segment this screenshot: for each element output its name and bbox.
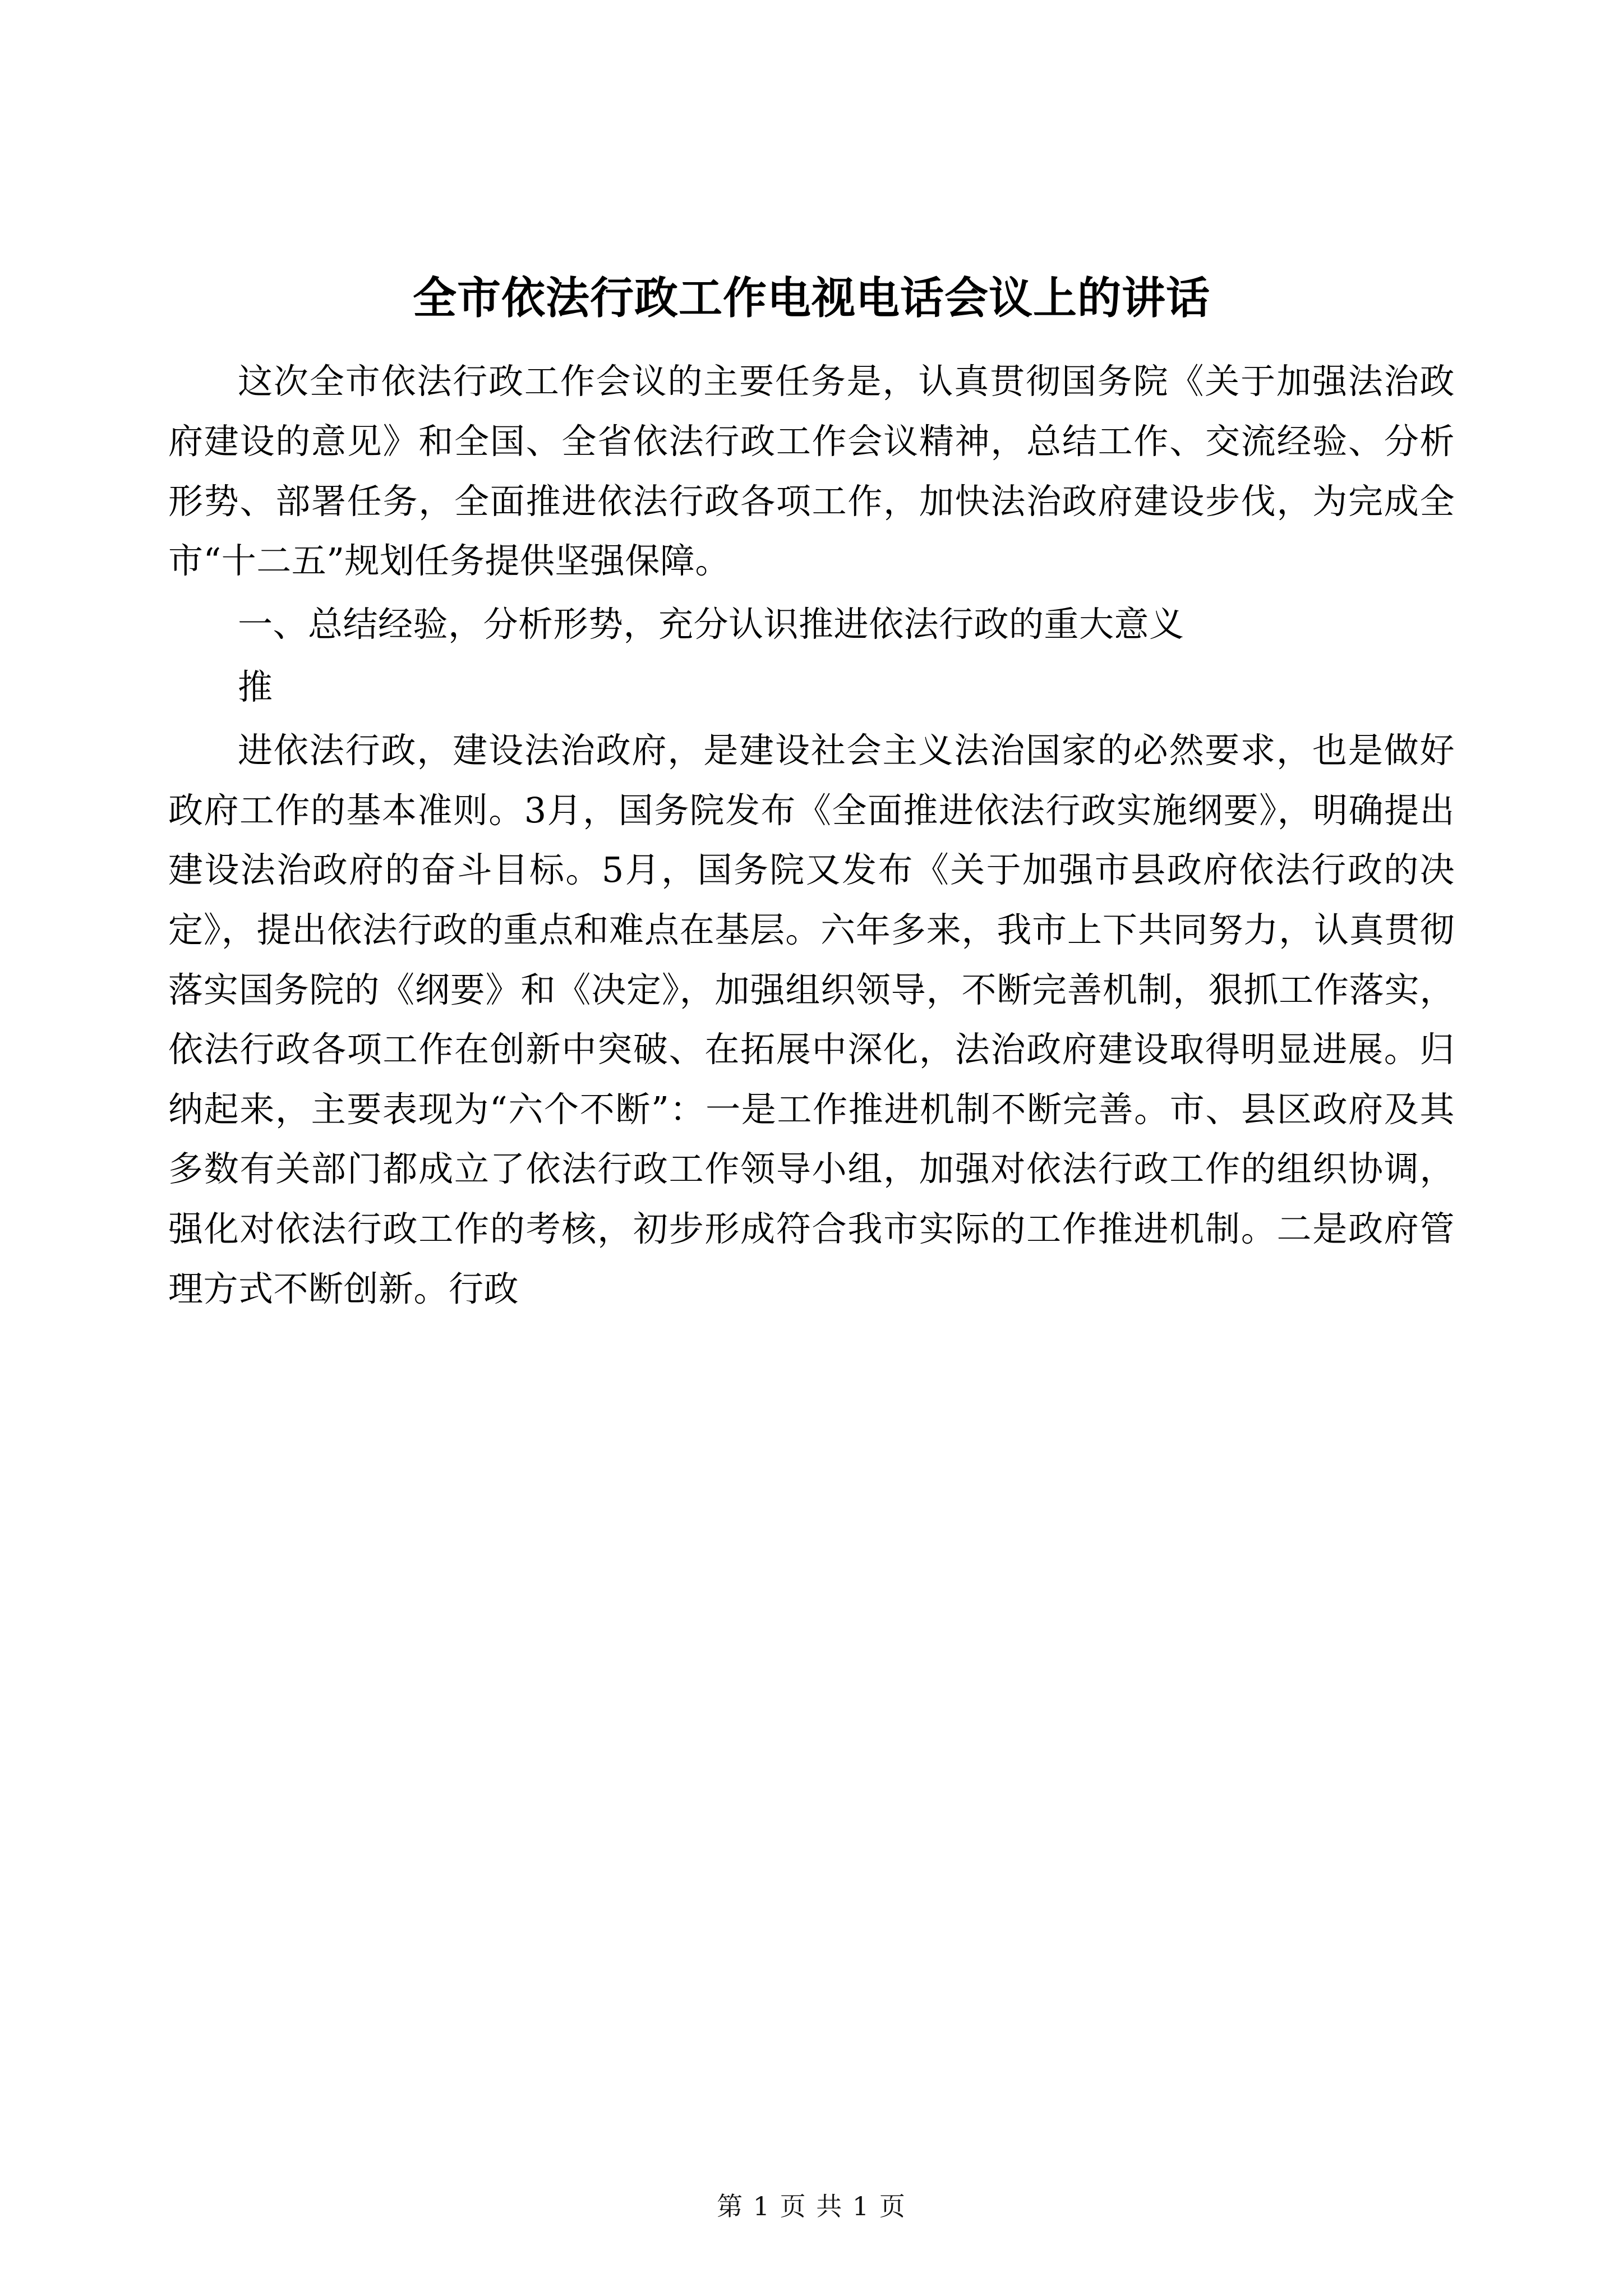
page-title: 全市依法行政工作电视电话会议上的讲话 (412, 273, 1210, 324)
document-body (168, 352, 1455, 1319)
paragraph-intro: 这次全市依法行政工作会议的主要任务是，认真贯彻国务院《关于加强法治政府建设的意见》和全国、全省依法行政工作会议精神，总结工作、交流经验、分析形势、部署任务，全面推进依法行政各项工作，加快法治政府建设步伐，为完成全市“十二五”规划任务提供坚强保障。 (168, 361, 1455, 582)
paragraph-body-one: 进依法行政，建设法治政府，是建设社会主义法治国家的必然要求，也是做好政府工作的基本准则。3月，国务院发布《全面推进依法行政实施纲要》，明确提出建设法治政府的奋斗目标。5月，国务院又发布《关于加强市县政府依法行政的决定》，提出依法行政的重点和难点在基层。六年多来，我市上下共同努力，认真贯彻落实国务院的《纲要》和《决定》，加强组织领导，不断完善机制，狠抓工作落实，依法行政各项工作在创新中突破、在拓展中深化，法治政府建设取得明显进展。归纳起来，主要表现为“六个不断”：一是工作推进机制不断完善。市、县区政府及其多数有关部门都成立了依法行政工作领导小组，加强对依法行政工作的组织协调，强化对依法行政工作的考核，初步形成符合我市实际的工作推进机制。二是政府管理方式不断创新。行政 (168, 730, 1455, 1309)
paragraph-stray-char: 推 (238, 666, 273, 708)
page-footer: 第 1 页 共 1 页 (717, 2191, 906, 2221)
paragraph-section-one-heading: 一、总结经验，分析形势，充分认识推进依法行政的重大意义 (238, 603, 1184, 645)
